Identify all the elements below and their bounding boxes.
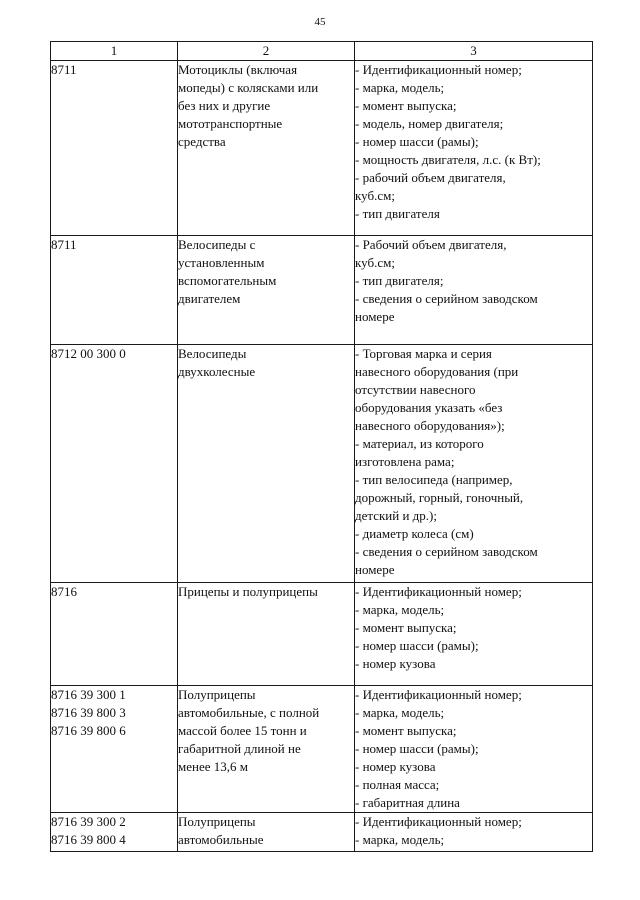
code-cell [51, 583, 178, 686]
code-line: 8716 39 300 1 [51, 687, 126, 702]
info-line: - момент выпуска; [355, 620, 457, 635]
name-line: автомобильные, с полной [178, 705, 320, 720]
table-body [51, 61, 593, 852]
info-line: - Рабочий объем двигателя, [355, 237, 507, 252]
info-line: - марка, модель; [355, 705, 445, 720]
info-line: номере [355, 309, 395, 324]
name-line: двухколесные [178, 364, 256, 379]
name-line: средства [178, 134, 226, 149]
name-line: без них и другие [178, 98, 271, 113]
name-line: автомобильные [178, 832, 264, 847]
table-row [51, 345, 593, 583]
code-cell [51, 813, 178, 852]
column-header-1: 1 [51, 42, 178, 61]
name-cell [178, 236, 355, 345]
table-row [51, 236, 593, 345]
name-line: габаритной длиной не [178, 741, 301, 756]
code-line: 8711 [51, 62, 77, 77]
name-cell [178, 345, 355, 583]
info-line: - тип двигателя; [355, 273, 444, 288]
name-line: массой более 15 тонн и [178, 723, 307, 738]
name-line: Прицепы и полуприцепы [178, 584, 318, 599]
code-line: 8716 39 300 2 [51, 814, 126, 829]
info-line: - материал, из которого [355, 436, 484, 451]
info-line: - модель, номер двигателя; [355, 116, 504, 131]
code-line: 8716 39 800 3 [51, 705, 126, 720]
name-line: установленным [178, 255, 265, 270]
info-line: изготовлена рама; [355, 454, 455, 469]
name-line: двигателем [178, 291, 241, 306]
goods-table [50, 41, 593, 852]
name-line: мототранспортные [178, 116, 283, 131]
column-header-3: 3 [355, 42, 593, 61]
info-line: куб.см; [355, 188, 395, 203]
name-cell [178, 61, 355, 236]
table-row [51, 583, 593, 686]
info-line: - номер кузова [355, 656, 436, 671]
info-line: дорожный, горный, гоночный, [355, 490, 524, 505]
info-line: оборудования указать «без [355, 400, 503, 415]
info-line: - Идентификационный номер; [355, 814, 522, 829]
info-line: - номер шасси (рамы); [355, 134, 479, 149]
code-line: 8712 00 300 0 [51, 346, 126, 361]
name-line: Мотоциклы (включая [178, 62, 298, 77]
code-line: 8716 39 800 4 [51, 832, 126, 847]
code-cell [51, 61, 178, 236]
info-line: навесного оборудования (при [355, 364, 519, 379]
table-row [51, 813, 593, 852]
info-line: - Идентификационный номер; [355, 584, 522, 599]
info-line: - мощность двигателя, л.с. (к Вт); [355, 152, 541, 167]
info-cell [355, 345, 593, 583]
table-header-row [51, 42, 593, 61]
info-line: куб.см; [355, 255, 395, 270]
info-line: - номер шасси (рамы); [355, 741, 479, 756]
name-line: Полуприцепы [178, 814, 256, 829]
info-line: - габаритная длина [355, 795, 460, 810]
page-number: 45 [314, 16, 326, 28]
name-line: Велосипеды [178, 346, 247, 361]
code-cell [51, 236, 178, 345]
info-line: - марка, модель; [355, 80, 445, 95]
name-cell [178, 583, 355, 686]
info-line: - рабочий объем двигателя, [355, 170, 506, 185]
info-line: - марка, модель; [355, 602, 445, 617]
name-line: менее 13,6 м [178, 759, 248, 774]
info-line: - сведения о серийном заводском [355, 544, 538, 559]
table-row [51, 686, 593, 813]
code-line: 8711 [51, 237, 77, 252]
name-cell [178, 686, 355, 813]
info-line: - Идентификационный номер; [355, 62, 522, 77]
info-line: - сведения о серийном заводском [355, 291, 538, 306]
info-line: номере [355, 562, 395, 577]
info-line: - тип двигателя [355, 206, 440, 221]
table-row [51, 61, 593, 236]
info-cell [355, 686, 593, 813]
code-line: 8716 39 800 6 [51, 723, 126, 738]
info-cell [355, 236, 593, 345]
code-line: 8716 [51, 584, 77, 599]
info-cell [355, 813, 593, 852]
code-cell [51, 686, 178, 813]
info-line: - Торговая марка и серия [355, 346, 492, 361]
name-line: вспомогательным [178, 273, 277, 288]
code-cell [51, 345, 178, 583]
info-line: - полная масса; [355, 777, 440, 792]
info-line: навесного оборудования»); [355, 418, 505, 433]
info-line: - тип велосипеда (например, [355, 472, 513, 487]
column-header-2: 2 [178, 42, 355, 61]
info-line: - момент выпуска; [355, 723, 457, 738]
info-line: - момент выпуска; [355, 98, 457, 113]
name-cell [178, 813, 355, 852]
name-line: Полуприцепы [178, 687, 256, 702]
info-cell [355, 61, 593, 236]
info-line: детский и др.); [355, 508, 437, 523]
name-line: Велосипеды с [178, 237, 256, 252]
name-line: мопеды) с колясками или [178, 80, 319, 95]
info-line: - номер кузова [355, 759, 436, 774]
info-line: - диаметр колеса (см) [355, 526, 474, 541]
info-cell [355, 583, 593, 686]
info-line: - номер шасси (рамы); [355, 638, 479, 653]
info-line: отсутствии навесного [355, 382, 476, 397]
info-line: - марка, модель; [355, 832, 445, 847]
info-line: - Идентификационный номер; [355, 687, 522, 702]
